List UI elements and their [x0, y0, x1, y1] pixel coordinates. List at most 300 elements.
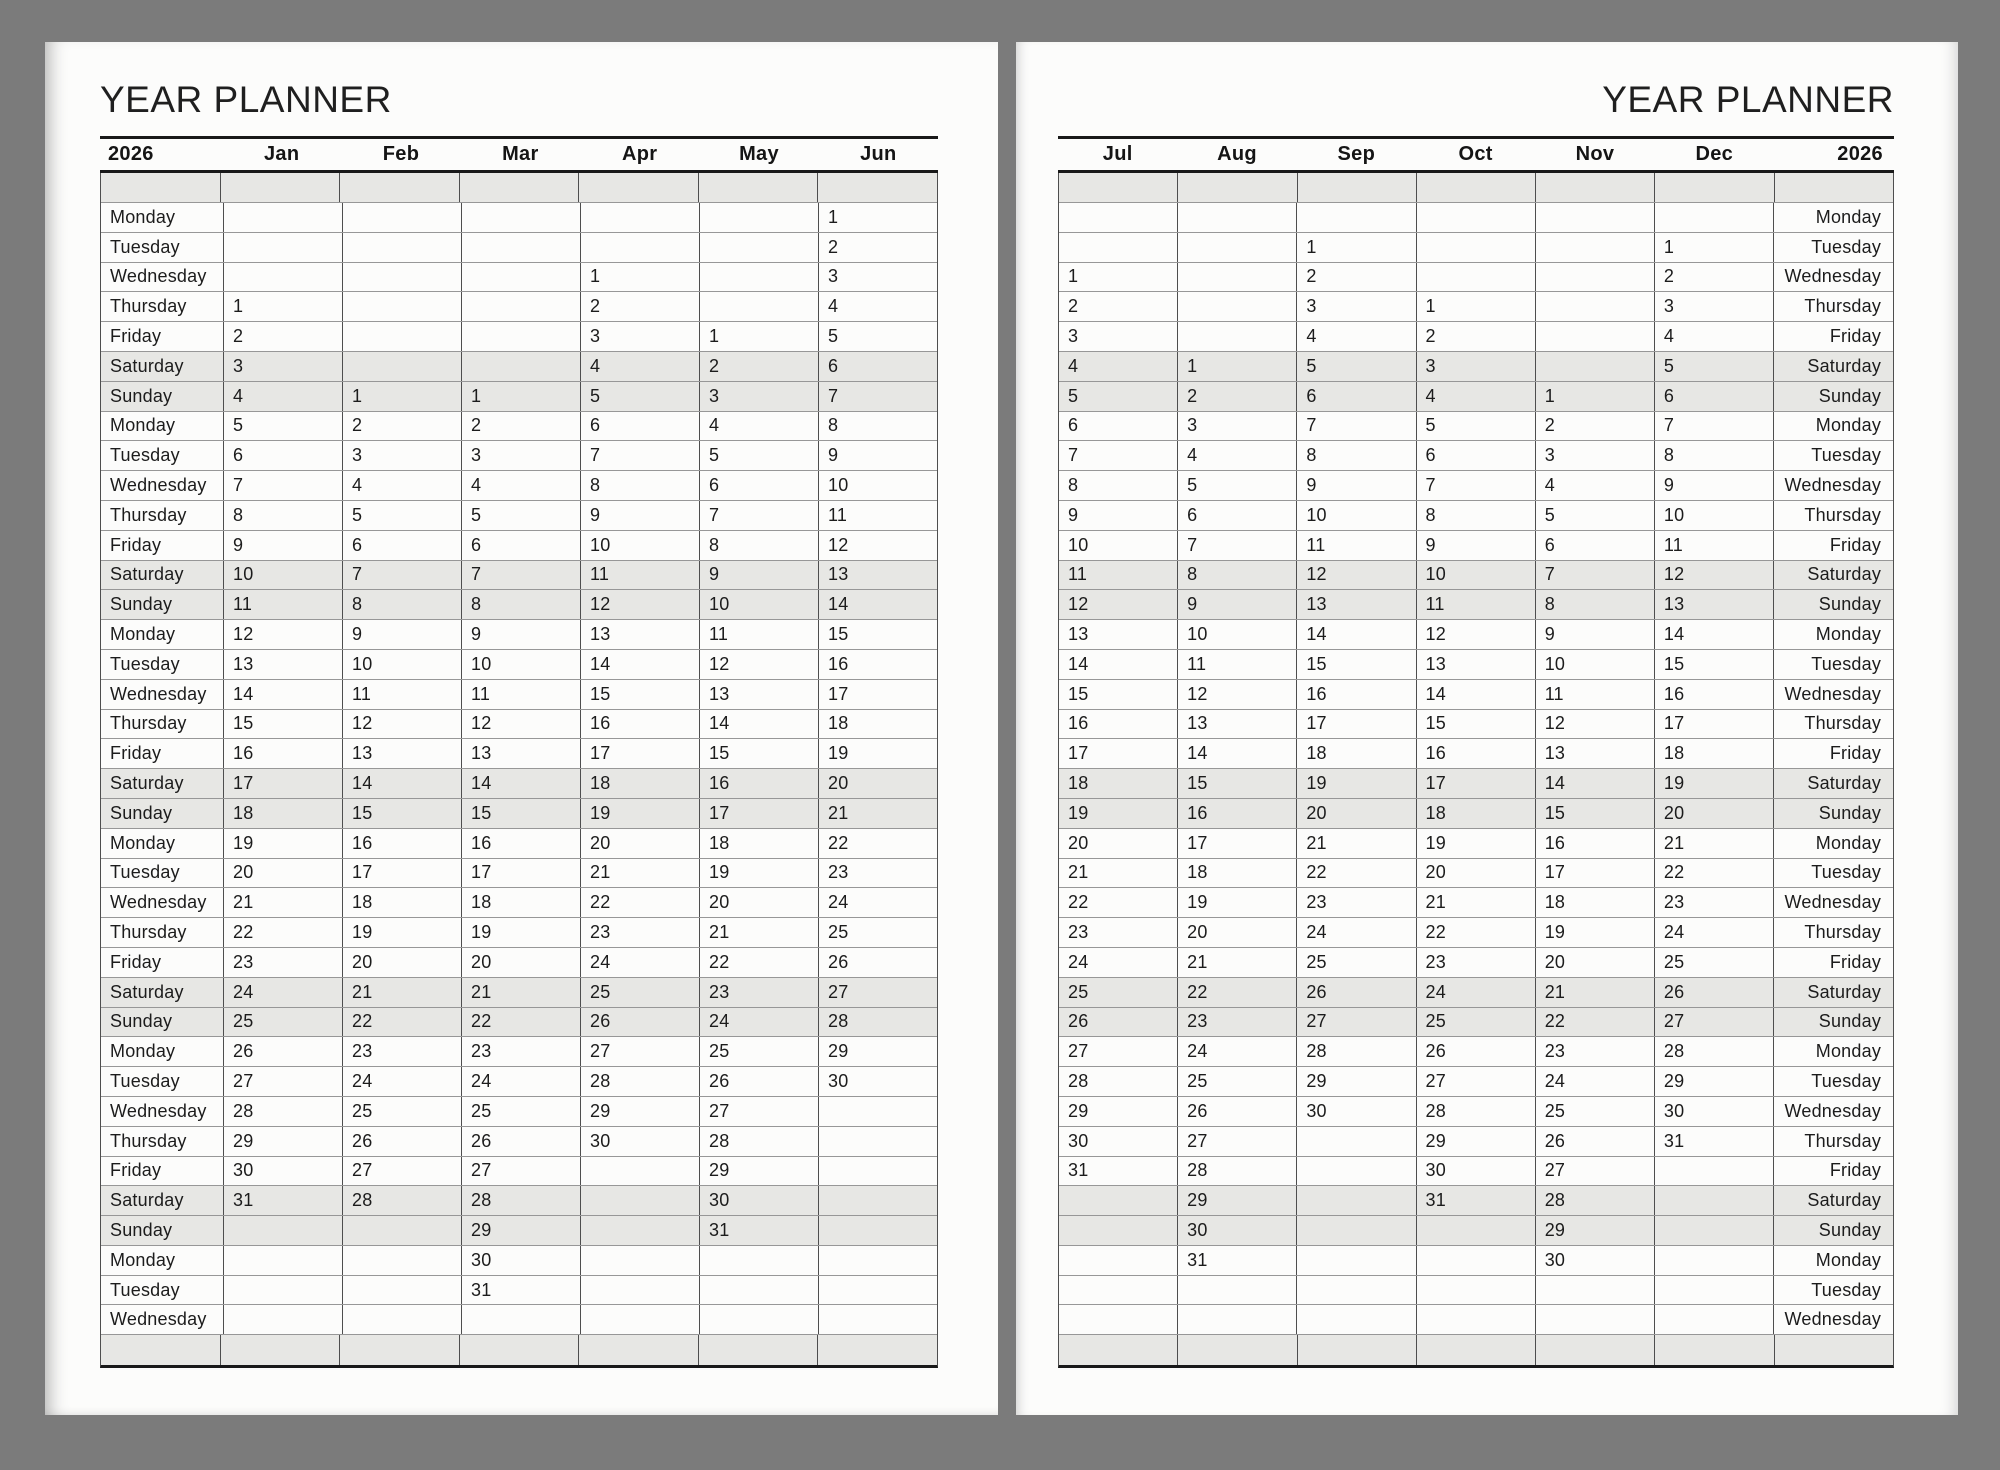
date-cell: 19: [1068, 802, 1089, 823]
date-cell: 3: [818, 263, 937, 292]
day-name-cell: Thursday: [1773, 292, 1893, 321]
day-name-cell: Wednesday: [1773, 1305, 1893, 1334]
date-cell: 10: [342, 650, 461, 679]
date-cell: 26: [1177, 1097, 1296, 1126]
date-cell: [1535, 1276, 1654, 1305]
planner-row: [1059, 501, 1893, 531]
date-cell: 7: [342, 561, 461, 590]
date-cell: [1654, 203, 1773, 232]
date-cell: 9: [1177, 590, 1296, 619]
date-cell: [699, 1246, 818, 1275]
planner-row: [1059, 1216, 1893, 1246]
date-cell: 4: [1068, 355, 1079, 376]
planner-row: [101, 710, 937, 740]
date-cell: [1059, 1186, 1177, 1215]
planner-row: [1059, 292, 1893, 322]
date-cell: 26: [1535, 1127, 1654, 1156]
day-name-cell: Sunday: [1773, 590, 1893, 619]
year-label: 2026: [108, 143, 154, 165]
date-cell: 23: [342, 1037, 461, 1066]
date-cell: 18: [223, 799, 342, 828]
planner-row: [101, 292, 937, 322]
date-cell: [1416, 263, 1535, 292]
date-cell: 23: [1654, 888, 1773, 917]
planner-row: [1059, 1246, 1893, 1276]
date-cell: 23: [1535, 1037, 1654, 1066]
planner-row: [1059, 590, 1893, 620]
date-cell: [1654, 1216, 1773, 1245]
date-cell: 13: [1535, 739, 1654, 768]
date-cell: 15: [461, 799, 580, 828]
date-cell: [818, 1157, 937, 1186]
planner-row: [1059, 978, 1893, 1008]
date-cell: 1: [461, 382, 580, 411]
date-cell: 28: [1068, 1071, 1089, 1091]
date-cell: 18: [1535, 888, 1654, 917]
date-cell: 31: [223, 1186, 342, 1215]
date-cell: 13: [1654, 590, 1773, 619]
date-cell: 19: [580, 799, 699, 828]
date-cell: [1535, 263, 1654, 292]
date-cell: 25: [1068, 981, 1089, 1002]
date-cell: 18: [1177, 859, 1296, 888]
date-cell: 26: [461, 1127, 580, 1156]
planner-row: [1059, 650, 1893, 680]
month-label: Apr: [621, 143, 658, 165]
date-cell: 1: [1068, 266, 1079, 287]
date-cell: 9: [818, 441, 937, 470]
day-name-cell: Monday: [110, 624, 176, 645]
date-cell: [342, 352, 461, 381]
date-cell: [1416, 1216, 1535, 1245]
date-cell: 22: [818, 829, 937, 858]
date-cell: 29: [1296, 1067, 1415, 1096]
date-cell: 17: [1068, 743, 1089, 764]
date-cell: [1177, 322, 1296, 351]
date-cell: [1535, 173, 1654, 202]
day-name-cell: Tuesday: [110, 445, 180, 466]
date-cell: [580, 1246, 699, 1275]
planner-row: [1059, 412, 1893, 442]
date-cell: 18: [1654, 739, 1773, 768]
day-name-cell: Monday: [1773, 620, 1893, 649]
date-cell: [1416, 1276, 1535, 1305]
date-cell: 11: [699, 620, 818, 649]
date-cell: 7: [699, 501, 818, 530]
date-cell: 3: [461, 441, 580, 470]
date-cell: [580, 233, 699, 262]
date-cell: 5: [1068, 385, 1079, 406]
date-cell: 24: [1068, 951, 1089, 972]
planner-row: [101, 829, 937, 859]
date-cell: [1296, 1305, 1415, 1334]
date-cell: [1296, 1276, 1415, 1305]
date-cell: 1: [1416, 292, 1535, 321]
planner-row: [1059, 561, 1893, 591]
date-cell: 14: [223, 680, 342, 709]
date-cell: 28: [1296, 1037, 1415, 1066]
date-cell: 6: [1068, 415, 1079, 436]
date-cell: 28: [342, 1186, 461, 1215]
date-cell: 6: [1654, 382, 1773, 411]
date-cell: 30: [818, 1067, 937, 1096]
date-cell: 27: [1068, 1041, 1089, 1062]
date-cell: [1654, 1186, 1773, 1215]
date-cell: [220, 1335, 340, 1365]
date-cell: 26: [1416, 1037, 1535, 1066]
day-name-cell: Tuesday: [110, 1071, 180, 1091]
date-cell: 25: [223, 1008, 342, 1037]
year-label: 2026: [1837, 143, 1883, 165]
date-cell: 20: [1296, 799, 1415, 828]
date-cell: [1654, 1157, 1773, 1186]
date-cell: 16: [1654, 680, 1773, 709]
date-cell: 11: [1654, 531, 1773, 560]
planner-row: [101, 471, 937, 501]
date-cell: 12: [1068, 594, 1089, 615]
day-name-cell: Tuesday: [1773, 441, 1893, 470]
planner-row: [1059, 948, 1893, 978]
date-cell: 2: [1068, 296, 1079, 317]
date-cell: 4: [1177, 441, 1296, 470]
date-cell: 24: [1416, 978, 1535, 1007]
month-label: Nov: [1575, 143, 1615, 165]
date-cell: 11: [461, 680, 580, 709]
date-cell: 19: [1416, 829, 1535, 858]
date-cell: [1059, 1246, 1177, 1275]
date-cell: 21: [580, 859, 699, 888]
date-cell: 27: [223, 1067, 342, 1096]
date-cell: [580, 1276, 699, 1305]
date-cell: 17: [1177, 829, 1296, 858]
day-name-cell: Tuesday: [1773, 1067, 1893, 1096]
date-cell: 25: [1535, 1097, 1654, 1126]
planner-row: [1059, 829, 1893, 859]
planner-row: [101, 1037, 937, 1067]
date-cell: [580, 1186, 699, 1215]
date-cell: 27: [699, 1097, 818, 1126]
day-name-cell: Monday: [1773, 1246, 1893, 1275]
date-cell: 13: [223, 650, 342, 679]
day-name-cell: Tuesday: [110, 862, 180, 883]
date-cell: 16: [1416, 739, 1535, 768]
date-cell: [1296, 1246, 1415, 1275]
date-cell: 7: [1535, 561, 1654, 590]
date-cell: [1296, 1186, 1415, 1215]
day-name-cell: Friday: [110, 743, 162, 764]
day-name-cell: Friday: [1773, 948, 1893, 977]
month-label: Dec: [1695, 143, 1734, 165]
date-cell: 10: [1296, 501, 1415, 530]
date-cell: 17: [342, 859, 461, 888]
planner-row: [1059, 471, 1893, 501]
date-cell: 4: [1296, 322, 1415, 351]
planner-row: [1059, 352, 1893, 382]
date-cell: 9: [699, 561, 818, 590]
date-cell: 2: [818, 233, 937, 262]
planner-row: [101, 1186, 937, 1216]
date-cell: 14: [580, 650, 699, 679]
day-name-cell: Wednesday: [110, 266, 207, 287]
date-cell: 8: [1416, 501, 1535, 530]
day-name-cell: Friday: [110, 951, 162, 972]
date-cell: 25: [580, 978, 699, 1007]
date-cell: 5: [699, 441, 818, 470]
date-cell: 21: [1654, 829, 1773, 858]
date-cell: 25: [1416, 1008, 1535, 1037]
date-cell: 15: [1535, 799, 1654, 828]
date-cell: 20: [1416, 859, 1535, 888]
planner-row: [1059, 1067, 1893, 1097]
planner-row: [1059, 531, 1893, 561]
date-cell: 7: [1296, 412, 1415, 441]
date-cell: 5: [1416, 412, 1535, 441]
date-cell: 7: [1416, 471, 1535, 500]
day-name-cell: Saturday: [110, 773, 184, 794]
date-cell: 9: [1535, 620, 1654, 649]
planner-page-right: [1016, 42, 1958, 1415]
date-cell: [1535, 352, 1654, 381]
filler-row: [101, 1335, 937, 1365]
date-cell: 11: [818, 501, 937, 530]
date-cell: [461, 1305, 580, 1334]
date-cell: 14: [461, 769, 580, 798]
date-cell: 12: [1535, 710, 1654, 739]
date-cell: 11: [223, 590, 342, 619]
date-cell: 13: [342, 739, 461, 768]
date-cell: 19: [1654, 769, 1773, 798]
day-name-cell: Friday: [1773, 739, 1893, 768]
date-cell: 23: [1296, 888, 1415, 917]
date-cell: 24: [1177, 1037, 1296, 1066]
planner-row: [101, 978, 937, 1008]
day-name-cell: Saturday: [110, 1190, 184, 1211]
planner-row: [101, 412, 937, 442]
day-name-cell: Monday: [110, 415, 176, 436]
day-name-cell: Sunday: [110, 802, 173, 823]
date-cell: 21: [1535, 978, 1654, 1007]
date-cell: 30: [1177, 1216, 1296, 1245]
date-cell: 27: [1296, 1008, 1415, 1037]
day-name-cell: Sunday: [1773, 1008, 1893, 1037]
date-cell: [699, 233, 818, 262]
day-name-cell: Thursday: [110, 296, 187, 317]
date-cell: [461, 292, 580, 321]
day-name-cell: Friday: [110, 1160, 162, 1181]
day-name-cell: Thursday: [1773, 918, 1893, 947]
date-cell: 27: [342, 1157, 461, 1186]
date-cell: 25: [818, 918, 937, 947]
date-cell: 28: [461, 1186, 580, 1215]
date-cell: 6: [342, 531, 461, 560]
date-cell: 19: [1296, 769, 1415, 798]
date-cell: 22: [342, 1008, 461, 1037]
date-cell: 20: [818, 769, 937, 798]
date-cell: 1: [1177, 352, 1296, 381]
date-cell: 11: [580, 561, 699, 590]
month-label: Jan: [263, 143, 300, 165]
planner-row: [101, 859, 937, 889]
date-cell: 5: [1535, 501, 1654, 530]
day-name-cell: Saturday: [1773, 561, 1893, 590]
date-cell: 26: [580, 1008, 699, 1037]
date-cell: 18: [1068, 773, 1089, 794]
date-cell: 4: [818, 292, 937, 321]
date-cell: [461, 263, 580, 292]
planner-row: [101, 561, 937, 591]
date-cell: [223, 263, 342, 292]
day-name-cell: Sunday: [1773, 799, 1893, 828]
planner-row: [101, 918, 937, 948]
date-cell: 2: [1177, 382, 1296, 411]
date-cell: 24: [1654, 918, 1773, 947]
day-name-cell: Saturday: [1773, 769, 1893, 798]
day-name-cell: Wednesday: [110, 892, 207, 913]
date-cell: 16: [223, 739, 342, 768]
date-cell: [818, 1097, 937, 1126]
date-cell: [339, 1335, 459, 1365]
date-cell: 29: [1535, 1216, 1654, 1245]
date-cell: [1535, 233, 1654, 262]
date-cell: 22: [1177, 978, 1296, 1007]
date-cell: 27: [461, 1157, 580, 1186]
day-name-cell: Sunday: [110, 1219, 173, 1240]
date-cell: 30: [1654, 1097, 1773, 1126]
date-cell: [1059, 1335, 1177, 1365]
date-cell: [1177, 1305, 1296, 1334]
date-cell: 1: [580, 263, 699, 292]
date-cell: 6: [580, 412, 699, 441]
day-name-cell: Tuesday: [1773, 859, 1893, 888]
day-name-cell: Monday: [110, 832, 176, 853]
date-cell: 20: [580, 829, 699, 858]
date-cell: 1: [1296, 233, 1415, 262]
planner-row: [101, 1157, 937, 1187]
date-cell: 1: [1654, 233, 1773, 262]
date-cell: 3: [580, 322, 699, 351]
date-cell: 14: [1416, 680, 1535, 709]
date-cell: 8: [1068, 475, 1079, 496]
date-cell: [699, 1305, 818, 1334]
day-name-cell: Saturday: [1773, 352, 1893, 381]
day-name-cell: Thursday: [110, 922, 187, 943]
date-cell: 12: [223, 620, 342, 649]
date-cell: [818, 1186, 937, 1215]
planner-row: [1059, 322, 1893, 352]
date-cell: 18: [1296, 739, 1415, 768]
date-cell: 2: [1654, 263, 1773, 292]
date-cell: 25: [461, 1097, 580, 1126]
filler-row: [1059, 1335, 1893, 1365]
planner-row: [101, 799, 937, 829]
date-cell: 30: [1416, 1157, 1535, 1186]
date-cell: 20: [461, 948, 580, 977]
date-cell: 3: [223, 352, 342, 381]
planner-row: [101, 650, 937, 680]
date-cell: 6: [1535, 531, 1654, 560]
date-cell: [818, 1127, 937, 1156]
day-name-cell: Wednesday: [110, 475, 207, 496]
date-cell: 5: [1177, 471, 1296, 500]
date-cell: [1416, 1305, 1535, 1334]
date-cell: 18: [1416, 799, 1535, 828]
date-cell: 23: [1068, 922, 1089, 943]
date-cell: [818, 1305, 937, 1334]
date-cell: 28: [580, 1067, 699, 1096]
date-cell: 1: [223, 292, 342, 321]
date-cell: 31: [699, 1216, 818, 1245]
day-name-cell: Sunday: [110, 594, 173, 615]
day-name-cell: Thursday: [1773, 501, 1893, 530]
date-cell: 30: [699, 1186, 818, 1215]
date-cell: 25: [699, 1037, 818, 1066]
date-cell: 9: [580, 501, 699, 530]
month-label: May: [739, 143, 779, 165]
date-cell: 24: [580, 948, 699, 977]
date-cell: 13: [580, 620, 699, 649]
date-cell: 12: [1416, 620, 1535, 649]
date-cell: 10: [1068, 534, 1089, 555]
date-cell: 30: [461, 1246, 580, 1275]
date-cell: 22: [223, 918, 342, 947]
planner-rows: [100, 173, 938, 1368]
date-cell: 12: [1177, 680, 1296, 709]
planner-row: [1059, 710, 1893, 740]
date-cell: 4: [1535, 471, 1654, 500]
date-cell: 16: [1535, 829, 1654, 858]
day-name-cell: Thursday: [1773, 710, 1893, 739]
day-name-cell: Monday: [110, 1041, 176, 1062]
date-cell: 16: [699, 769, 818, 798]
day-name-cell: Monday: [1773, 1037, 1893, 1066]
planner-row: [101, 1276, 937, 1306]
date-cell: 15: [699, 739, 818, 768]
date-cell: 22: [1535, 1008, 1654, 1037]
day-name-cell: Monday: [1773, 829, 1893, 858]
date-cell: 29: [1416, 1127, 1535, 1156]
date-cell: 21: [1177, 948, 1296, 977]
date-cell: 21: [342, 978, 461, 1007]
date-cell: 14: [1068, 653, 1089, 674]
date-cell: 13: [1177, 710, 1296, 739]
date-cell: [818, 1246, 937, 1275]
day-name-cell: Thursday: [110, 1130, 187, 1151]
date-cell: 14: [342, 769, 461, 798]
date-cell: [1297, 173, 1416, 202]
planner-row: [101, 1067, 937, 1097]
date-cell: 22: [1654, 859, 1773, 888]
date-cell: 2: [1296, 263, 1415, 292]
date-cell: 22: [1068, 892, 1089, 913]
date-cell: 24: [699, 1008, 818, 1037]
date-cell: 21: [1296, 829, 1415, 858]
date-cell: 7: [223, 471, 342, 500]
date-cell: 16: [342, 829, 461, 858]
day-name-cell: Wednesday: [110, 683, 207, 704]
date-cell: 13: [1416, 650, 1535, 679]
date-cell: 23: [1177, 1008, 1296, 1037]
date-cell: [1059, 1276, 1177, 1305]
date-cell: [1177, 1276, 1296, 1305]
date-cell: 27: [580, 1037, 699, 1066]
planner-row: [1059, 769, 1893, 799]
date-cell: 10: [580, 531, 699, 560]
date-cell: 17: [1296, 710, 1415, 739]
date-cell: 26: [342, 1127, 461, 1156]
date-cell: 9: [461, 620, 580, 649]
date-cell: 21: [461, 978, 580, 1007]
planner-row: [1059, 739, 1893, 769]
